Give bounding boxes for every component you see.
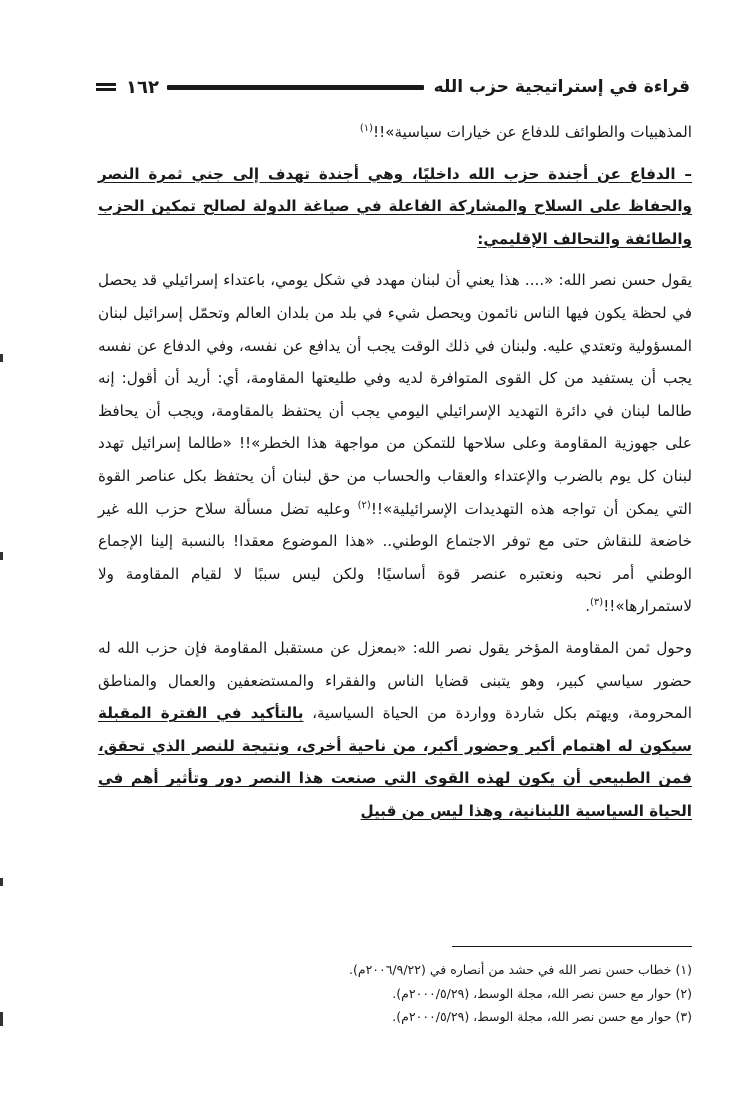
paragraph-heading: – الدفاع عن أجندة حزب الله داخليًا، وهي أجندة تهدف إلى جني ثمرة النصر والحفاظ على السلاح والمشاركة الفاعلة في صياغة الدولة لصالح تمكين الحزب والطائفة والتحالف الإقليمي: xyxy=(98,164,692,248)
paragraph-emphasis: بالتأكيد في الفترة المقبلة سيكون له اهتمام أكبر وحضور أكبر، من ناحية أخرى، ونتيجة للنصر الذي تحقق، فمن الطبيعي أن يكون لهذه القوى التي صنعت هذا النصر دور وتأثير أهم في الحياة السياسية اللبنانية، وهذا ليس من قبيل xyxy=(98,704,692,820)
paragraph-text: يقول حسن نصر الله: «.... هذا يعني أن لبنان مهدد في شكل يومي، باعتداء إسرائيلي قد يحصل في لحظة يكون فيها الناس نائمون ويحصل شيء في بلد من بلدان العالم وتحمّل إسرائيل لبنان المسؤولية وتعتدي عليه. ولبنان في ذلك الوقت يجب أن يدافع عن نفسه، وفي الدفاع عن نفسه يجب أن يستفيد من كل القوى المتوافرة لديه وفي طليعتها المقاومة، أي: أريد أن أقول: إنه طالما لبنان في دائرة التهديد الإسرائيلي اليومي يجب أن يحتفظ بالمقاومة، ويجب أن يحافظ على جهوزية المقاومة وعلى سلاحها للتمكن من مواجهة هذا الخطر»!! «طالما إسرائيل تهدد لبنان كل يوم بالضرب والإعتداء والعقاب والحساب من حق لبنان أن يحتفظ بكل عناصر القوة التي يمكن أن تواجه هذه التهديدات الإسرائيلية»!! xyxy=(98,271,692,518)
header-rule xyxy=(167,85,424,90)
page-body xyxy=(98,116,692,827)
header-double-rule xyxy=(96,83,116,91)
footnote-1: (١) خطاب حسن نصر الله في حشد من أنصاره في (٢٠٠٦/٩/٢٢م). xyxy=(348,962,692,977)
footnote-3: (٣) حوار مع حسن نصر الله، مجلة الوسط، (٢٠٠٠/٥/٢٩م). xyxy=(392,1009,692,1024)
margin-mark xyxy=(0,1012,3,1026)
paragraph-text: وحول ثمن المقاومة المؤخر يقول نصر الله: «بمعزل عن مستقبل المقاومة فإن حزب الله له حضور سياسي كبير، وهو يتبنى قضايا الناس والفقراء والمستضعفين والعمال والمناطق المحرومة، ويهتم بكل شاردة وواردة من الحياة السياسية، xyxy=(98,638,692,723)
paragraph-text: المذهبيات والطوائف للدفاع عن خيارات سياسية»!! xyxy=(373,123,692,141)
running-header xyxy=(96,70,690,104)
footnote-2: (٢) حوار مع حسن نصر الله، مجلة الوسط، (٢٠٠٠/٥/٢٩م). xyxy=(392,985,692,1001)
margin-mark xyxy=(0,552,3,560)
footnote-separator xyxy=(452,946,692,947)
paragraph-quote xyxy=(98,264,692,623)
paragraph-text: وعليه تضل مسألة سلاح حزب الله غير خاضعة للنقاش حتى مع توفر الاجتماع الوطني.. «هذا الموضوع معقدا! بالنسبة إلينا الإجماع الوطني أمر نحبه ونعتبره عنصر قوة أساسيًا! ولكن ليس سببًا لا لقيام المقاومة ولا لاستمرارها»!! xyxy=(98,499,692,616)
page-number: ١٦٢ xyxy=(126,76,159,98)
footnote-ref: (٢) xyxy=(357,499,371,511)
footnote-ref: (٣) xyxy=(590,597,604,609)
margin-mark xyxy=(0,354,3,362)
paragraph-continuation xyxy=(98,116,692,149)
margin-mark xyxy=(0,878,3,886)
paragraph-price xyxy=(98,632,692,828)
book-title: قراءة في إستراتيجية حزب الله xyxy=(433,77,690,97)
paragraph-text: . xyxy=(585,597,591,616)
footnotes xyxy=(98,958,692,1029)
footnote-ref: (١) xyxy=(359,122,373,134)
